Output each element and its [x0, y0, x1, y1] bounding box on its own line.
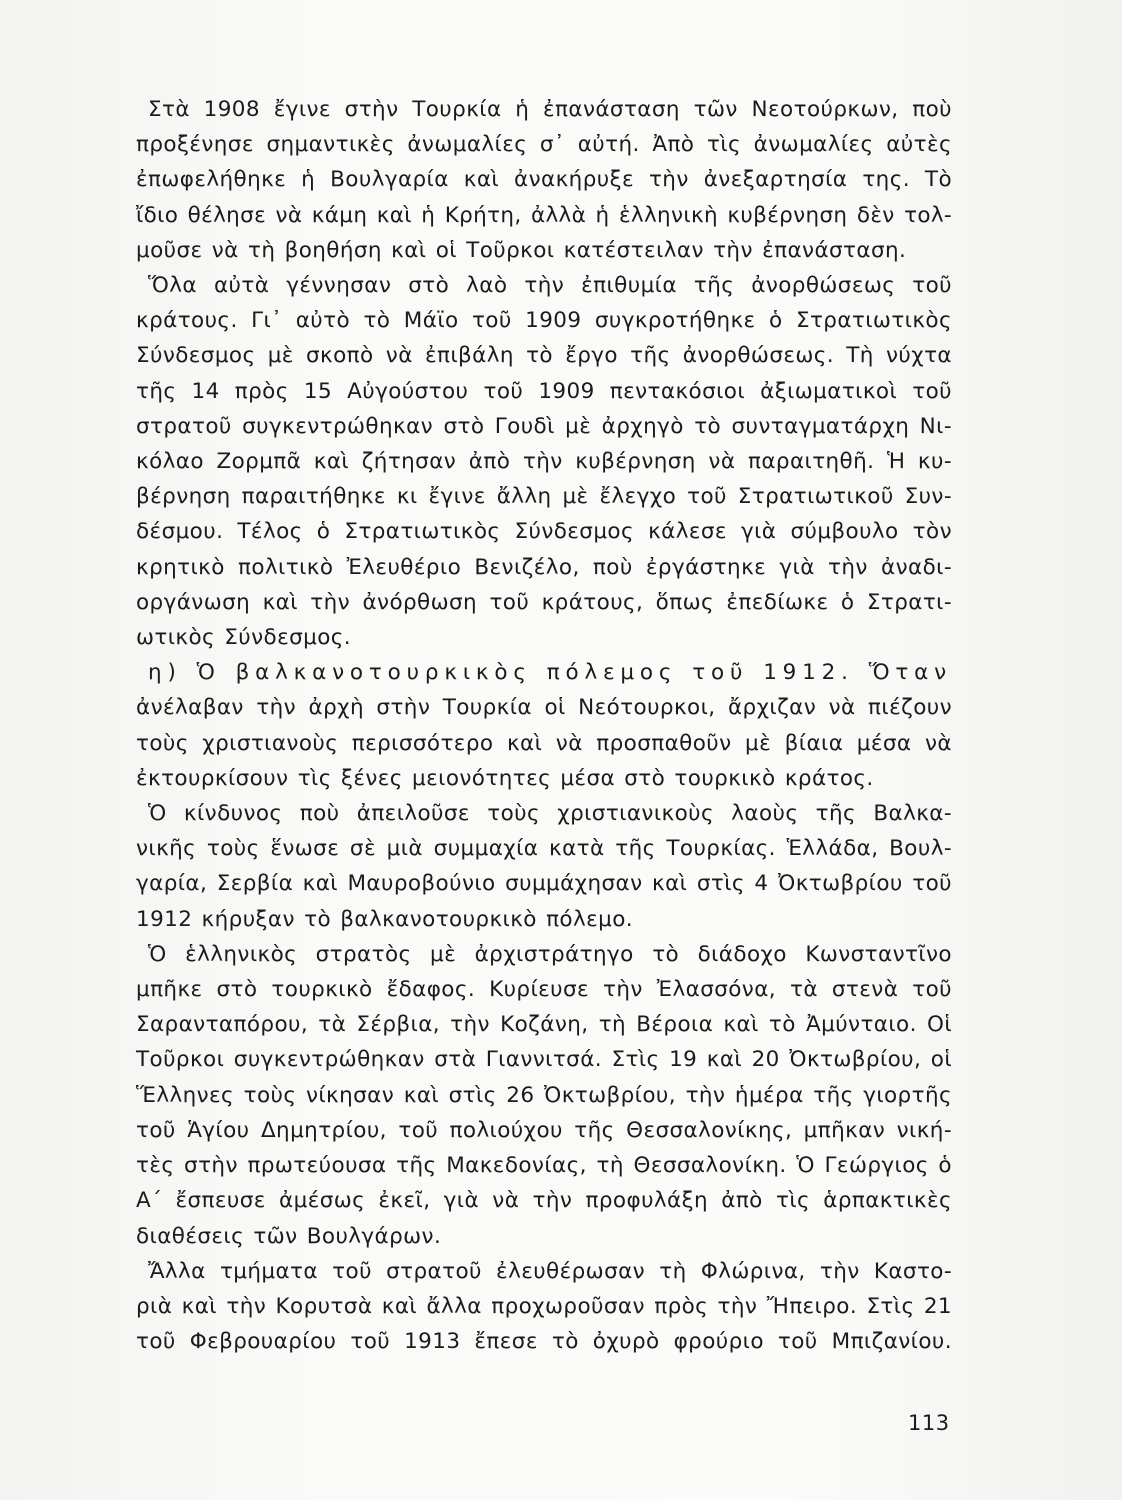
text-line: νικῆς τοὺς ἕνωσε σὲ μιὰ συμμαχία κατὰ τῆς Τουρκίας. Ἑλλάδα, Βουλ-: [136, 836, 952, 862]
page-number: 113: [908, 1411, 950, 1435]
text-line: Α΄ ἔσπευσε ἀμέσως ἐκεῖ, γιὰ νὰ τὴν προφυλάξη ἀπὸ τὶς ἁρπακτικὲς: [136, 1188, 952, 1214]
text-line: ἐκτουρκίσουν τὶς ξένες μειονότητες μέσα στὸ τουρκικὸ κράτος.: [136, 765, 874, 791]
text-line: Σύνδεσμος μὲ σκοπὸ νὰ ἐπιβάλη τὸ ἔργο τῆς ἀνορθώσεως. Τὴ νύχτα: [136, 343, 952, 369]
text-line: Ὁ κίνδυνος ποὺ ἀπειλοῦσε τοὺς χριστιανικοὺς λαοὺς τῆς Βαλκα-: [148, 801, 952, 827]
text-line: ριὰ καὶ τὴν Κορυτσὰ καὶ ἄλλα προχωροῦσαν πρὸς τὴν Ἤπειρο. Στὶς 21: [136, 1293, 952, 1319]
text-line: γαρία, Σερβία καὶ Μαυροβούνιο συμμάχησαν καὶ στὶς 4 Ὀκτωβρίου τοῦ: [136, 871, 952, 897]
text-line: τὲς στὴν πρωτεύουσα τῆς Μακεδονίας, τὴ Θεσσαλονίκη. Ὁ Γεώργιος ὁ: [136, 1153, 952, 1179]
text-line: τοῦ Φεβρουαρίου τοῦ 1913 ἔπεσε τὸ ὀχυρὸ φρούριο τοῦ Μπιζανίου.: [136, 1329, 952, 1355]
text-line: Ὅλα αὐτὰ γέννησαν στὸ λαὸ τὴν ἐπιθυμία τῆς ἀνορθώσεως τοῦ: [148, 273, 952, 299]
text-line: τοῦ Ἁγίου Δημητρίου, τοῦ πολιούχου τῆς Θεσσαλονίκης, μπῆκαν νική-: [136, 1117, 952, 1143]
text-line: στρατοῦ συγκεντρώθηκαν στὸ Γουδὶ μὲ ἀρχηγὸ τὸ συνταγματάρχη Νι-: [136, 413, 952, 439]
text-line: ωτικὸς Σύνδεσμος.: [136, 625, 352, 651]
text-line: Στὰ 1908 ἔγινε στὴν Τουρκία ἡ ἐπανάσταση τῶν Νεοτούρκων, ποὺ: [148, 97, 952, 122]
text-line: Σαρανταπόρου, τὰ Σέρβια, τὴν Κοζάνη, τὴ Βέροια καὶ τὸ Ἀμύνταιο. Οἱ: [136, 1012, 952, 1038]
text-line: κράτους. Γι᾿ αὐτὸ τὸ Μάϊο τοῦ 1909 συγκροτήθηκε ὁ Στρατιωτικὸς: [136, 308, 952, 334]
text-line: Τοῦρκοι συγκεντρώθηκαν στὰ Γιαννιτσά. Στὶς 19 καὶ 20 Ὀκτωβρίου, οἱ: [136, 1047, 952, 1073]
text-line: μοῦσε νὰ τὴ βοηθήση καὶ οἱ Τοῦρκοι κατέστειλαν τὴν ἐπανάσταση.: [136, 237, 907, 263]
text-line: Ἄλλα τμήματα τοῦ στρατοῦ ἐλευθέρωσαν τὴ Φλώρινα, τὴν Καστο-: [148, 1258, 952, 1284]
text-line: ἴδιο θέλησε νὰ κάμη καὶ ἡ Κρήτη, ἀλλὰ ἡ ἑλληνικὴ κυβέρνηση δὲν τολ-: [136, 202, 952, 228]
text-line: δέσμου. Τέλος ὁ Στρατιωτικὸς Σύνδεσμος κάλεσε γιὰ σύμβουλο τὸν: [136, 519, 952, 545]
section-heading: η) Ὁ βαλκανοτουρκικὸς πόλεμος τοῦ 1912. Ὅταν: [148, 660, 952, 686]
text-line: ἐπωφελήθηκε ἡ Βουλγαρία καὶ ἀνακήρυξε τὴν ἀνεξαρτησία της. Τὸ: [136, 167, 952, 193]
body-text: [136, 92, 952, 1359]
text-line: κρητικὸ πολιτικὸ Ἐλευθέριο Βενιζέλο, ποὺ ἐργάστηκε γιὰ τὴν ἀναδι-: [136, 554, 952, 580]
text-line: τῆς 14 πρὸς 15 Αὐγούστου τοῦ 1909 πεντακόσιοι ἀξιωματικοὶ τοῦ: [136, 378, 952, 404]
text-line: βέρνηση παραιτήθηκε κι ἔγινε ἄλλη μὲ ἔλεγχο τοῦ Στρατιωτικοῦ Συν-: [136, 484, 952, 510]
text-line: ἀνέλαβαν τὴν ἀρχὴ στὴν Τουρκία οἱ Νεότουρκοι, ἄρχιζαν νὰ πιέζουν: [136, 695, 952, 721]
text-line: Ἕλληνες τοὺς νίκησαν καὶ στὶς 26 Ὀκτωβρίου, τὴν ἡμέρα τῆς γιορτῆς: [136, 1082, 952, 1108]
text-line: 1912 κήρυξαν τὸ βαλκανοτουρκικὸ πόλεμο.: [136, 906, 633, 932]
text-line: τοὺς χριστιανοὺς περισσότερο καὶ νὰ προσπαθοῦν μὲ βίαια μέσα νὰ: [136, 730, 952, 756]
text-line: οργάνωση καὶ τὴν ἀνόρθωση τοῦ κράτους, ὅπως ἐπεδίωκε ὁ Στρατι-: [136, 589, 952, 615]
text-line: μπῆκε στὸ τουρκικὸ ἔδαφος. Κυρίευσε τὴν Ἐλασσόνα, τὰ στενὰ τοῦ: [136, 977, 952, 1003]
text-line: διαθέσεις τῶν Βουλγάρων.: [136, 1223, 442, 1249]
text-line: προξένησε σημαντικὲς ἀνωμαλίες σ᾿ αὐτή. Ἀπὸ τὶς ἀνωμαλίες αὐτὲς: [136, 132, 952, 158]
text-line: Ὁ ἑλληνικὸς στρατὸς μὲ ἀρχιστράτηγο τὸ διάδοχο Κωνσταντῖνο: [148, 941, 952, 967]
text-line: κόλαο Ζορμπᾶ καὶ ζήτησαν ἀπὸ τὴν κυβέρνηση νὰ παραιτηθῆ. Ἡ κυ-: [136, 449, 952, 475]
